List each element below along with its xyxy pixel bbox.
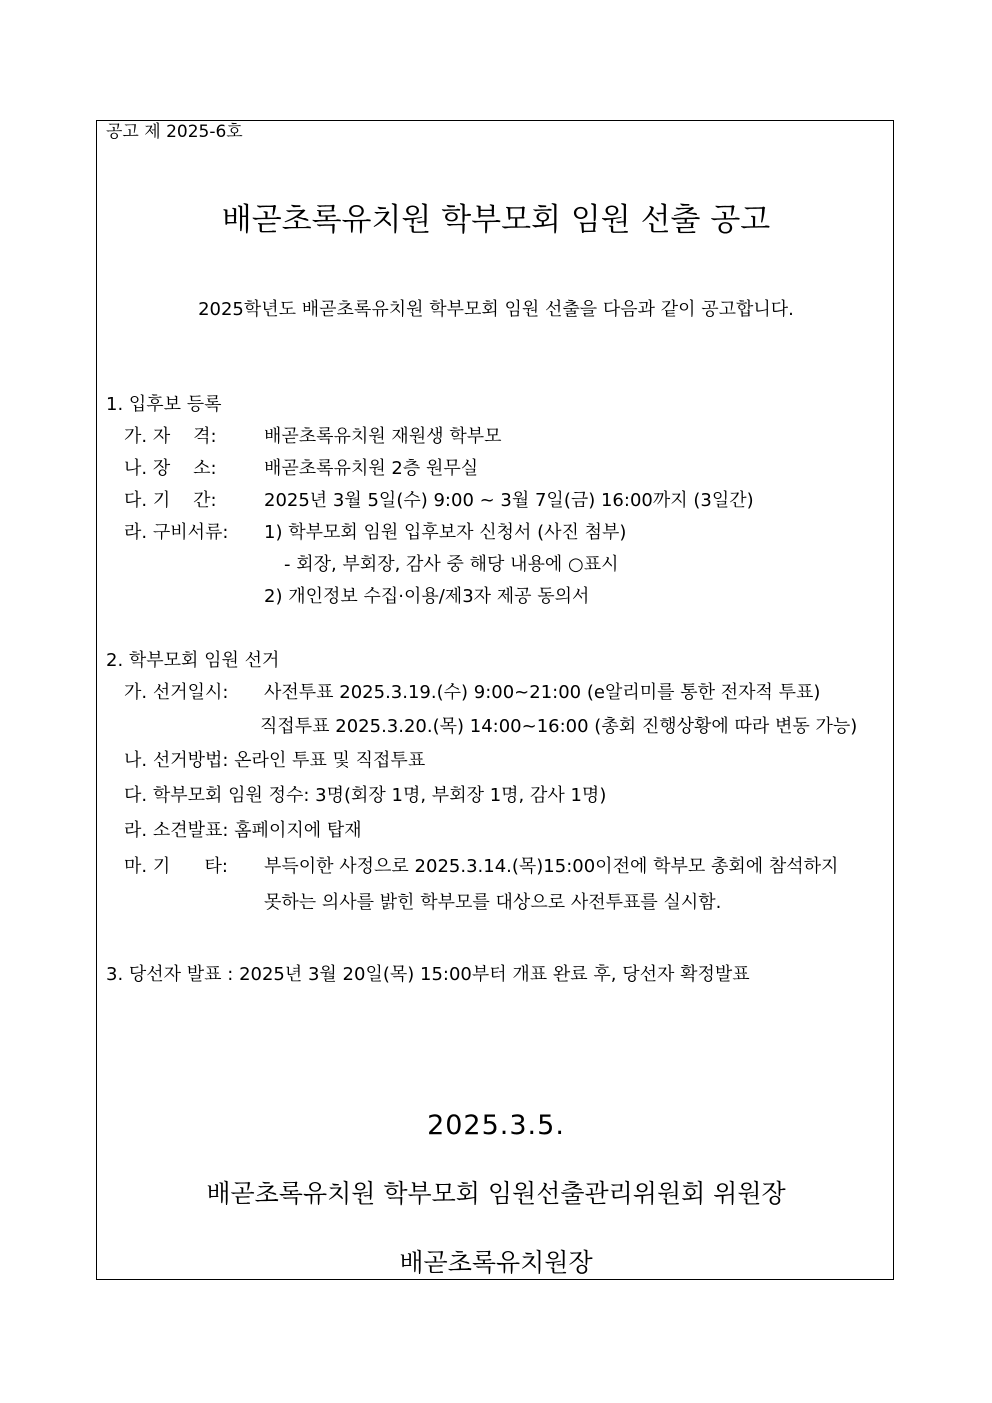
direct-vote-text: 직접투표 2025.3.20.(목) 14:00~16:00 (총회 진행상황에 따라 변동 가능)	[260, 716, 858, 737]
election-date-label: 가. 선거일시:	[124, 682, 229, 703]
period-value: 2025년 3월 5일(수) 9:00 ~ 3월 7일(금) 16:00까지 (3일간)	[264, 490, 754, 511]
section1-heading: 1. 입후보 등록	[106, 394, 222, 415]
intro-text: 2025학년도 배곧초록유치원 학부모회 임원 선출을 다음과 같이 공고합니다.	[198, 299, 794, 320]
election-method: 나. 선거방법: 온라인 투표 및 직접투표	[124, 750, 426, 771]
etc-label: 마. 기 타:	[124, 856, 229, 877]
location-value: 배곧초록유치원 2층 원무실	[264, 458, 479, 479]
documents-label: 라. 구비서류:	[124, 522, 229, 543]
period-label: 다. 기 간:	[124, 490, 217, 511]
qualification-value: 배곧초록유치원 재원생 학부모	[264, 426, 502, 447]
opinion-presentation: 라. 소견발표: 홈페이지에 탑재	[124, 820, 362, 841]
notice-date: 2025.3.5.	[427, 1110, 565, 1141]
principal-signature: 배곧초록유치원장	[399, 1248, 593, 1277]
committee-signature: 배곧초록유치원 학부모회 임원선출관리위원회 위원장	[206, 1179, 786, 1208]
page-title: 배곧초록유치원 학부모회 임원 선출 공고	[221, 202, 771, 238]
documents-item-2: 2) 개인정보 수집·이용/제3자 제공 동의서	[264, 586, 590, 607]
notice-number: 공고 제 2025-6호	[106, 122, 243, 142]
section2-heading: 2. 학부모회 임원 선거	[106, 650, 280, 671]
etc-text-line2: 못하는 의사를 밝힌 학부모를 대상으로 사전투표를 실시함.	[264, 892, 722, 913]
etc-text-line1: 부득이한 사정으로 2025.3.14.(목)15:00이전에 학부모 총회에 참석하지	[264, 856, 839, 877]
location-label: 나. 장 소:	[124, 458, 217, 479]
section3-announcement: 3. 당선자 발표 : 2025년 3월 20일(목) 15:00부터 개표 완료 후, 당선자 확정발표	[106, 964, 750, 985]
documents-sub-note: - 회장, 부회장, 감사 중 해당 내용에 ○표시	[284, 554, 619, 575]
officer-quota: 다. 학부모회 임원 정수: 3명(회장 1명, 부회장 1명, 감사 1명)	[124, 785, 607, 806]
documents-value: 1) 학부모회 임원 입후보자 신청서 (사진 첨부)	[264, 522, 627, 543]
advance-vote-text: 사전투표 2025.3.19.(수) 9:00~21:00 (e알리미를 통한 전자적 투표)	[264, 682, 821, 703]
qualification-label: 가. 자 격:	[124, 426, 217, 447]
